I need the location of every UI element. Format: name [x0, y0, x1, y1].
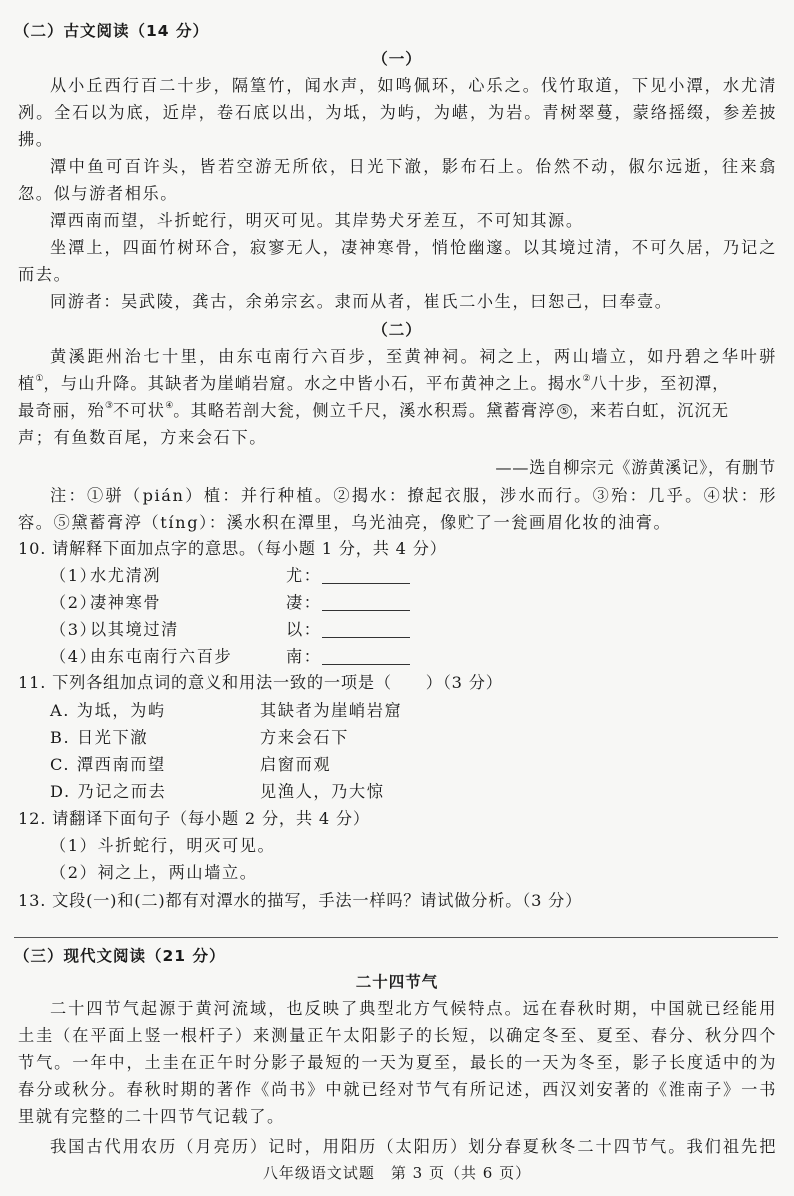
- passage-line: 坐潭上，四面竹树环合，寂寥无人，凄神寒骨，悄怆幽邃。以其境过清，不可久居，乃记之: [50, 238, 777, 257]
- passage-line: 黄溪距州治七十里，由东屯南行六百步，至黄神祠。祠之上，两山墙立，如丹碧之华叶骈: [50, 347, 777, 366]
- passage-line: 最奇丽，殆③不可状④。其略若剖大瓮，侧立千尺，溪水积焉。黛蓄膏渟 ⑤ ，来若白虹，沉沉无: [18, 401, 730, 420]
- target-char: 尤：: [286, 566, 322, 585]
- target-char: 凄：: [286, 593, 322, 612]
- question-item-text: 凄神寒骨: [90, 593, 162, 612]
- part-title: （二）: [372, 321, 422, 339]
- passage-line: 同游者：吴武陵，龚古，余弟宗玄。隶而从者，崔氏二小生，曰恕己，曰奉壹。: [50, 292, 673, 311]
- target-char: 南：: [286, 647, 322, 666]
- part-title: （一）: [372, 50, 422, 68]
- passage-line: 冽。全石以为底，近岸，卷石底以出，为坻，为屿，为嵁，为岩。青树翠蔓，蒙络摇缀，参差披: [18, 103, 777, 122]
- question-stem: 11. 下列各组加点词的意义和用法一致的一项是（ ）（3 分）: [18, 673, 503, 692]
- answer-blank[interactable]: [322, 583, 410, 584]
- section-heading: （二）古文阅读（14 分）: [14, 22, 209, 40]
- section-heading: （三）现代文阅读（21 分）: [14, 947, 226, 965]
- option-left: B. 日光下澈: [50, 728, 149, 747]
- passage-line: 潭西南而望，斗折蛇行，明灭可见。其岸势犬牙差互，不可知其源。: [50, 211, 584, 230]
- article-line: 土圭（在平面上竖一根杆子）来测量正午太阳影子的长短，以确定冬至、夏至、春分、秋分四个: [18, 1026, 777, 1045]
- passage-line: 潭中鱼可百许头，皆若空游无所依，日光下澈，影布石上。佁然不动，俶尔远逝，往来翕: [50, 157, 777, 176]
- question-item-num: （4）: [50, 647, 98, 666]
- passage-line: 而去。: [18, 265, 72, 284]
- answer-blank[interactable]: [322, 610, 410, 611]
- question-item-num: （3）: [50, 620, 98, 639]
- footnote-marker: ⑤: [557, 404, 572, 419]
- translation-item: （2）祠之上，两山墙立。: [50, 863, 258, 882]
- section-divider: [14, 937, 778, 938]
- option-left: A. 为坻，为屿: [50, 701, 166, 720]
- footnote-marker: ②: [582, 374, 591, 384]
- answer-blank[interactable]: [322, 664, 410, 665]
- question-item-text: 由东屯南行六百步: [90, 647, 233, 666]
- option-right: 见渔人，乃大惊: [260, 782, 385, 801]
- question-stem: 12. 请翻译下面句子（每小题 2 分，共 4 分）: [18, 809, 370, 828]
- article-line: 春分或秋分。春秋时期的著作《尚书》中就已经对节气有所记述，西汉刘安著的《淮南子》一书: [18, 1080, 777, 1099]
- option-right: 其缺者为崖峭岩窟: [260, 701, 403, 720]
- target-char: 以：: [286, 620, 322, 639]
- passage-line: 植①，与山升降。其缺者为崖峭岩窟。水之中皆小石，平布黄神之上。揭水②八十步，至初潭，: [18, 374, 730, 393]
- option-right: 启窗而观: [260, 755, 332, 774]
- article-line: 里就有完整的二十四节气记载了。: [18, 1107, 285, 1126]
- footnote-marker: ①: [35, 374, 44, 384]
- footnote-marker: ④: [165, 401, 174, 411]
- article-line: 我国古代用农历（月亮历）记时，用阳历（太阳历）划分春夏秋冬二十四节气。我们祖先把: [50, 1137, 777, 1156]
- source-citation: ——选自柳宗元《游黄溪记》，有删节: [495, 458, 776, 477]
- question-item-num: （2）: [50, 593, 98, 612]
- article-line: 二十四节气起源于黄河流域，也反映了典型北方气候特点。远在春秋时期，中国就已经能用: [50, 999, 777, 1018]
- translation-item: （1）斗折蛇行，明灭可见。: [50, 836, 276, 855]
- annotation-line: 容。⑤黛蓄膏渟（tíng）：溪水积在潭里，乌光油亮，像贮了一瓮画眉化妆的油膏。: [18, 513, 672, 532]
- annotation-line: 注：①骈（pián）植：并行种植。②揭水：撩起衣服，涉水而行。③殆：几乎。④状：形: [50, 486, 777, 505]
- page-footer: 八年级语文试题 第 3 页（共 6 页）: [262, 1164, 532, 1182]
- option-right: 方来会石下: [260, 728, 349, 747]
- question-item-text: 水尤清冽: [90, 566, 162, 585]
- footnote-marker: ③: [104, 401, 114, 411]
- passage-line: 拂。: [18, 130, 54, 149]
- question-item-text: 以其境过清: [90, 620, 179, 639]
- passage-line: 声；有鱼数百尾，方来会石下。: [18, 428, 268, 447]
- passage-line: 忽。似与游者相乐。: [18, 184, 179, 203]
- question-stem: 10. 请解释下面加点字的意思。（每小题 1 分，共 4 分）: [18, 539, 447, 558]
- passage-line: 从小丘西行百二十步，隔篁竹，闻水声，如鸣佩环，心乐之。伐竹取道，下见小潭，水尤清: [50, 76, 777, 95]
- question-stem: 13. 文段(一)和(二)都有对潭水的描写，手法一样吗？请试做分析。（3 分）: [18, 891, 583, 910]
- question-item-num: （1）: [50, 566, 98, 585]
- article-title: 二十四节气: [355, 973, 439, 991]
- article-line: 节气。一年中，土圭在正午时分影子最短的一天为夏至，最长的一天为冬至，影子长度适中的为: [18, 1053, 777, 1072]
- option-left: C. 潭西南而望: [50, 755, 166, 774]
- answer-blank[interactable]: [322, 637, 410, 638]
- option-left: D. 乃记之而去: [50, 782, 167, 801]
